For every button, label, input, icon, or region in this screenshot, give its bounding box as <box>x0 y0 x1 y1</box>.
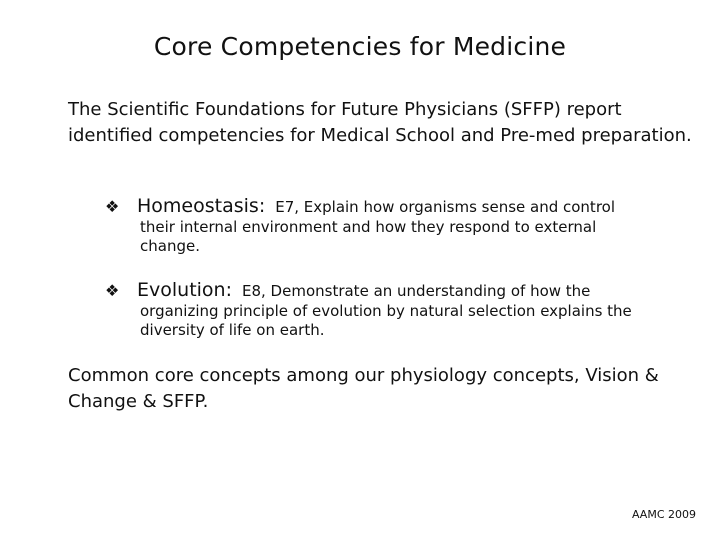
bullet-term: Homeostasis <box>137 195 259 217</box>
intro-paragraph: The Scientific Foundations for Future Physicians (SFFP) report identified competencies for Medical School and Pre-med preparation. <box>68 99 692 146</box>
bullet-line <box>105 279 665 302</box>
diamond-bullet-icon: ❖ <box>105 197 120 216</box>
bullet-description-rest: organizing principle of evolution by natural selection explains the diversity of life on earth. <box>140 302 632 339</box>
slide-title: Core Competencies for Medicine <box>153 32 567 61</box>
bullet-colon: : <box>225 279 232 301</box>
bullet-description-first-line: E7, Explain how organisms sense and control <box>275 198 615 216</box>
bullet-description-rest: their internal environment and how they respond to external change. <box>140 218 597 255</box>
bullet-description-first-line: E8, Demonstrate an understanding of how the <box>242 282 591 300</box>
bullet-colon: : <box>258 195 266 217</box>
bullet-homeostasis <box>105 195 665 256</box>
summary-paragraph: Common core concepts among our physiology concepts, Vision & Change & SFFP. <box>68 365 659 412</box>
diamond-bullet-icon: ❖ <box>105 281 120 300</box>
bullet-line <box>105 195 665 218</box>
citation: AAMC 2009 <box>631 508 696 521</box>
bullet-evolution <box>105 279 665 340</box>
bullet-term: Evolution <box>137 279 226 301</box>
